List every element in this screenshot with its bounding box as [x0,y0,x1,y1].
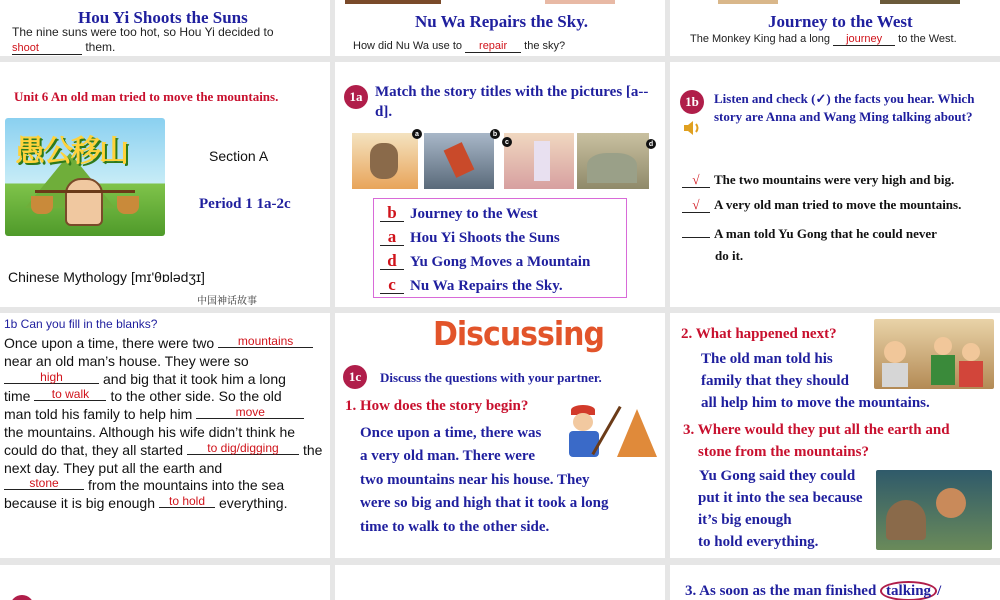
answer-blank: stone [4,477,84,490]
paragraph-line [4,388,282,404]
slide-next-3[interactable] [670,565,1000,600]
slide-title: Hou Yi Shoots the Suns [78,8,248,27]
old-man-figure [65,178,103,226]
story-title: Nu Wa Repairs the Sky. [410,278,563,294]
exercise-badge: 1a [344,85,368,109]
answer-line: a very old man. There were [360,448,535,464]
fact-text: A man told Yu Gong that he could never [714,226,937,241]
answer-line: The old man told his [701,351,833,367]
question-3: 3. Where would they put all the earth and [683,422,950,438]
answer-line: were so big and high that it took a long [360,495,609,511]
answer-blank: to walk [34,388,106,401]
sentence-head: The Monkey King had a long [690,33,831,45]
story-picture-c [504,133,574,189]
answer-blank: move [196,406,304,419]
line-text: time [4,388,31,405]
line-text: because it is big enough [4,495,155,512]
yu-gong-scene-image [876,470,992,550]
fact-row [682,172,954,188]
answer-blank: mountains [218,335,313,348]
line-text: next day. They put all the earth and [4,459,223,476]
period-label: Period 1 1a-2c [199,196,291,212]
sentence-tail: the sky? [524,40,566,52]
check-mark: √ [682,173,710,188]
fact-text: The two mountains were very high and big. [714,172,955,187]
basket [31,196,53,214]
line-text: everything. [219,495,288,512]
picture-strip [880,0,960,4]
exercise-badge-partial [10,595,34,600]
question-text: 3. As soon as the man finished [685,583,877,599]
line-text: and big that it took him a long [103,370,286,387]
slide-discussing[interactable] [335,313,665,558]
check-mark: √ [682,198,710,213]
carry-pole [35,190,135,193]
paragraph-line [4,353,253,369]
fact-row [682,223,937,242]
picture-label: a [412,129,422,139]
slide-nu-wa[interactable] [335,0,665,56]
line-text: Once upon a time, there were two [4,335,215,351]
paragraph-line [4,477,284,493]
slide-fill-blanks[interactable] [0,313,330,558]
story-picture-a [352,133,418,189]
section-label: Section A [209,148,269,164]
match-row [380,252,590,271]
paragraph-line [4,460,226,476]
story-picture-d [577,133,649,189]
match-row [380,276,563,295]
match-row [380,204,538,223]
answer-line: Once upon a time, there was [360,425,542,441]
exercise-badge: 1b [680,90,704,114]
basket [117,196,139,214]
slide-hou-yi[interactable] [0,0,330,56]
slide-journey[interactable] [670,0,1000,56]
picture-label: c [502,137,512,147]
mythology-chinese: 中国神话故事 [197,296,257,307]
fact-text: do it. [715,248,744,263]
fact-row [715,248,743,264]
line-text: the mountains. Although his wife didn’t think he [4,424,296,440]
story-title: Hou Yi Shoots the Suns [410,230,560,246]
picture-strip [345,0,441,4]
match-answer: c [380,276,404,294]
slide-1a-match[interactable] [335,62,665,307]
story-picture-b [424,133,494,189]
answer-line: Yu Gong said they could [699,468,856,484]
answer-line: it’s big enough [698,512,792,528]
picture-strip [545,0,615,4]
picture-label: b [490,129,500,139]
discussing-title: Discussing [433,315,605,354]
line-text: from the mountains into the sea [88,477,285,494]
slide-next-1[interactable] [0,565,330,600]
answer-line: family that they should [701,373,849,389]
paragraph-line [4,424,299,440]
mythology-heading: Chinese Mythology [mɪ'θɒlədʒɪ] [8,269,205,285]
question-3: stone from the mountains? [698,444,869,460]
line-text: could do that, they all started [4,441,183,458]
slide-title: Nu Wa Repairs the Sky. [415,12,589,31]
match-row [380,228,560,247]
paragraph-line [4,335,317,351]
question-2: 2. What happened next? [681,326,837,342]
slide-title: Journey to the West [768,12,913,31]
unit-title: Unit 6 An old man tried to move the mountains. [14,89,279,104]
paragraph-line [4,442,322,458]
slide-1b-listen[interactable] [670,62,1000,307]
fact-text: A very old man tried to move the mountains. [714,197,962,212]
speaker-icon [682,118,702,138]
slide-unit6-title[interactable] [0,62,330,307]
sentence-head: How did Nu Wa use to [353,40,463,52]
slide-what-happened[interactable] [670,313,1000,558]
fact-row [682,197,961,213]
answer-blank: to hold [159,495,215,508]
family-image [874,319,994,389]
story-title: Journey to the West [410,206,538,222]
old-man-digging-image [565,397,660,459]
answer-blank: shoot [12,43,82,55]
question-partial [685,583,941,600]
instruction-text: Listen and check (✓) the facts you hear. Which story are Anna and Wang Ming talking about? [714,91,975,124]
answer-line: time to walk to the other side. [360,519,550,535]
instruction-text: Discuss the questions with your partner. [380,370,602,385]
answer-line: two mountains near his house. They [360,472,590,488]
sentence-line: The nine suns were too hot, so Hou Yi decided to [12,25,274,39]
exercise-badge: 1c [343,365,367,389]
match-answer: a [380,228,404,246]
slash: / [937,583,942,599]
picture-strip [718,0,778,4]
paragraph-line [4,495,287,511]
line-text: to the other side. So the old [110,388,282,405]
question-1: 1. How does the story begin? [345,398,529,414]
answer-line: put it into the sea because [698,490,863,506]
answer-line: to hold everything. [698,534,819,550]
answer-blank: to dig/digging [187,442,299,455]
sentence-tail: to the West. [898,33,957,45]
logo-text: 愚公移山 [15,134,127,169]
exercise-heading: 1b Can you fill in the blanks? [4,317,158,331]
fill-line [690,33,957,46]
fill-line [353,40,565,53]
line-text: the [303,441,323,458]
story-title: Yu Gong Moves a Mountain [410,254,591,270]
slide-next-2[interactable] [335,565,665,600]
line-text: near an old man’s house. They were so [4,352,249,369]
line-text: man told his family to help him [4,406,193,423]
match-answer: d [380,252,404,270]
check-mark [682,223,710,238]
circled-word: talking [880,581,937,600]
answer-blank: high [4,371,99,384]
paragraph-line [4,406,308,422]
answer-line: all help him to move the mountains. [701,395,930,411]
fill-line [12,40,115,55]
sentence-tail: them. [85,40,116,54]
picture-label: d [646,139,656,149]
paragraph-line [4,371,286,387]
answer-blank: repair [465,41,521,53]
yu-gong-logo-image [5,118,165,236]
instruction-text: Match the story titles with the pictures [a--d]. [375,84,649,120]
match-answer: b [380,204,404,222]
answer-blank: journey [833,34,895,46]
